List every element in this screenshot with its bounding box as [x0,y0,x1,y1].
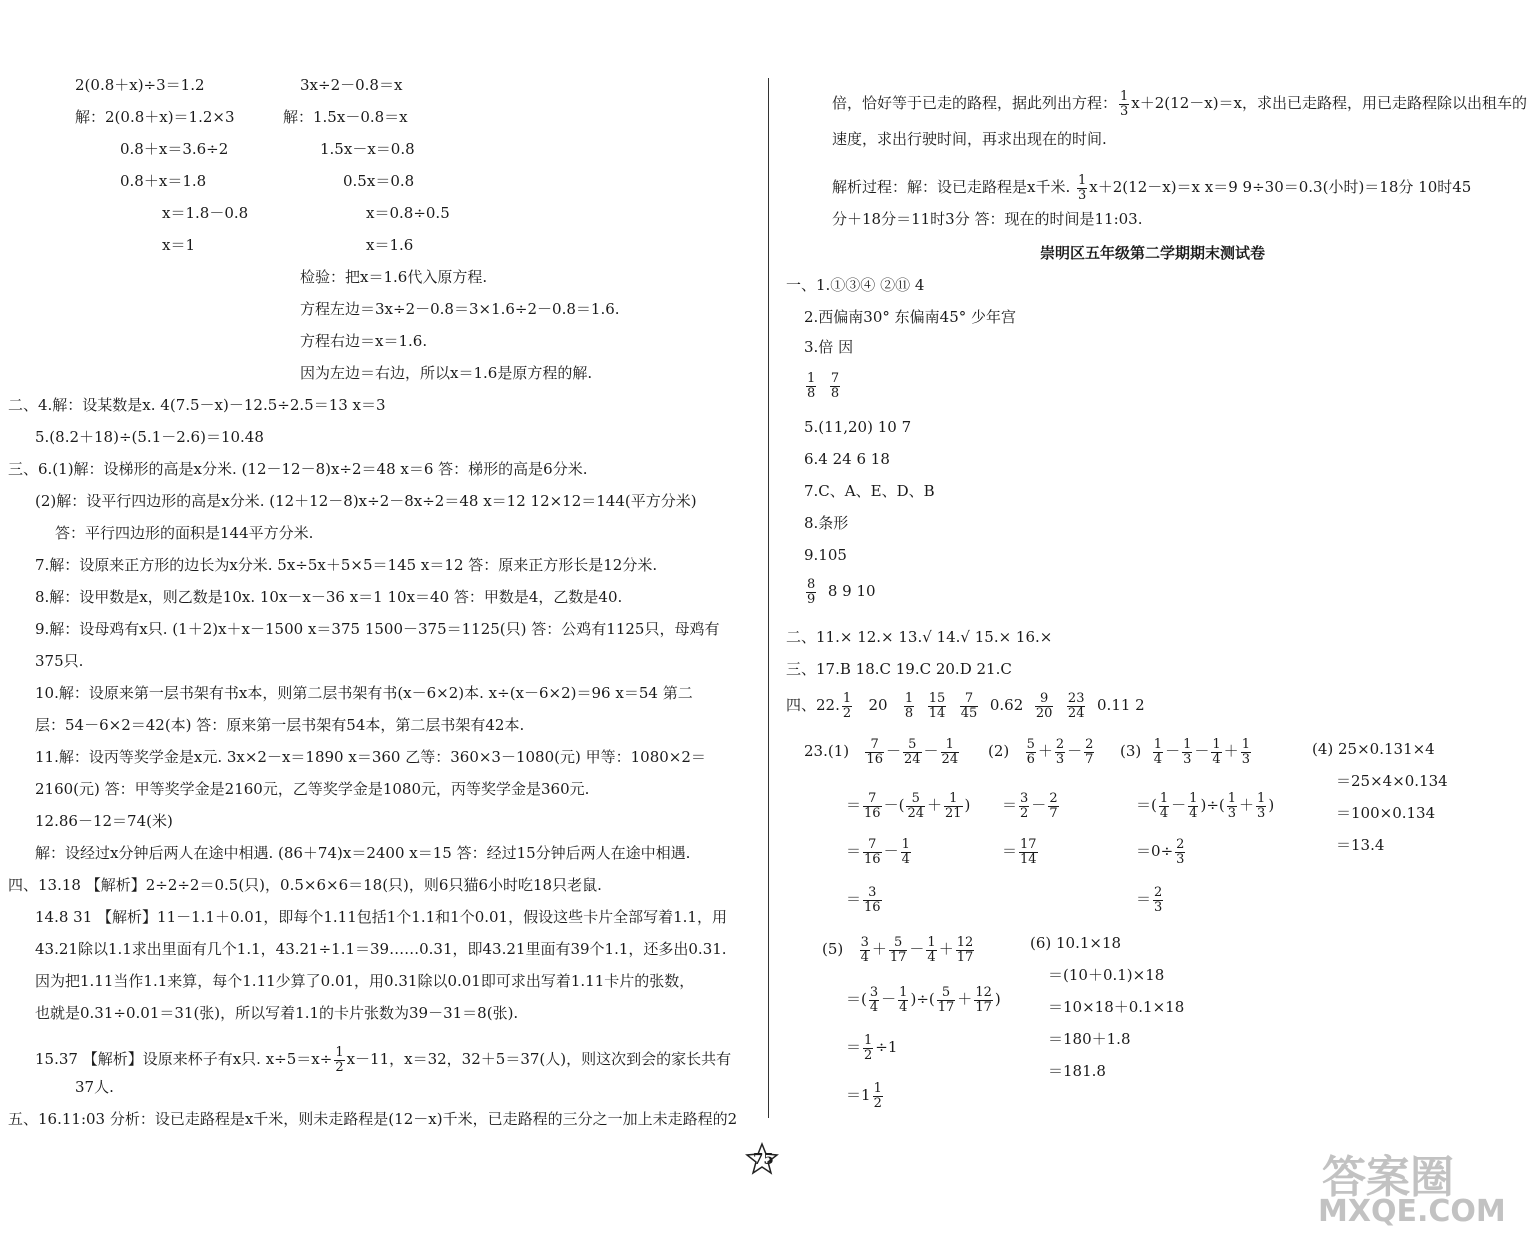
text-line [1136,886,1165,914]
denominator: 4 [1212,751,1221,767]
text-segment: 15.37 【解析】设原来杯子有x只. x÷5＝x÷ [35,1050,333,1069]
text-line: 五、16.11:03 分析：设已走路程是x千米，则未走路程是(12－x)千米，已走路程的三分之一加上未走路程的2 [8,1110,738,1128]
text-line: ＝180＋1.8 [1048,1030,1131,1048]
operator: ( [898,796,905,815]
text-line: 6.4 24 6 18 [804,450,890,468]
text-line [786,692,1145,720]
denominator: 3 [1227,805,1237,821]
numerator: 1 [1257,791,1266,806]
numerator: 17 [1020,837,1037,852]
text-line: 检验：把x＝1.6代入原方程. [300,268,488,286]
text-line [1002,792,1061,820]
text-line: 43.21除以1.1求出里面有几个1.1，43.21÷1.1＝39……0.31，即43.21里面有39个1.1，还多出0.31. [35,940,727,958]
denominator: 9 [807,591,816,607]
denominator: 16 [864,899,881,915]
operator: － [1031,796,1047,815]
fraction [1153,886,1163,914]
column-divider [768,78,769,1118]
fraction [1026,738,1036,766]
operator: ) [1268,796,1275,815]
text-line: x＝1.8－0.8 [162,204,249,222]
text-line [832,90,1527,118]
fraction [1048,792,1058,820]
fraction [806,372,816,400]
operator: ＝ [846,1038,862,1057]
fraction [863,792,882,820]
fraction [1084,738,1094,766]
numerator: 2 [1085,737,1094,752]
text-segment: 23.(1) [804,742,850,761]
text-line: 8.解：设甲数是x，则乙数是10x. 10x－x－36 x＝1 10x＝40 答：甲数是4，乙数是40. [35,588,623,606]
operator: ＝ [846,1086,862,1105]
numerator: 7 [863,838,882,853]
denominator: 16 [866,751,883,767]
text-line: 答：平行四边形的面积是144平方分米. [55,524,314,542]
numerator: 8 [807,577,816,592]
denominator: 4 [1153,751,1163,767]
numerator: 5 [889,936,908,951]
text-line [1136,838,1187,866]
text-line [804,578,876,606]
denominator: 4 [860,949,869,965]
numerator: 3 [869,985,879,1000]
denominator: 8 [904,705,914,721]
numerator: 1 [904,691,914,706]
denominator: 16 [864,805,881,821]
numerator: 3 [860,935,869,950]
operator: ÷1 [875,1038,898,1057]
numerator: 1 [1241,737,1250,752]
numerator: 5 [1026,737,1035,752]
numerator: 5 [906,792,925,807]
text-line [846,1034,897,1062]
denominator: 2 [873,1095,882,1111]
text-line: ＝(10＋0.1)×18 [1048,966,1165,984]
numerator: 12 [956,935,974,950]
operator: ÷ [1206,796,1219,815]
operator: － [1171,796,1187,815]
operator: ＝ [846,990,862,1009]
operator: ) [910,990,917,1009]
denominator: 3 [1055,751,1065,767]
operator: ＋ [926,796,942,815]
numerator: 1 [1183,737,1192,752]
text-line [846,1082,885,1110]
text-line [988,738,1096,766]
operator: 0 [1151,842,1161,861]
text-line: 12.86－12＝74(米) [35,812,173,830]
text-segment: x－11，x＝32，32＋5＝37(人)，则这次到会的家长共有 [346,1050,732,1069]
denominator: 14 [928,705,946,721]
fraction [1067,692,1086,720]
operator: － [883,842,899,861]
text-line: 37人. [75,1078,114,1096]
operator: － [923,742,939,761]
denominator: 45 [960,705,978,721]
operator: ( [1218,796,1225,815]
text-line: 375只. [35,652,84,670]
fraction [1077,174,1087,202]
denominator: 4 [901,851,910,867]
numerator: 23 [1067,691,1085,706]
operator: ＝ [1136,890,1152,909]
text-line [804,372,842,400]
numerator: 12 [975,985,992,1000]
text-segment: (2) [988,742,1010,761]
fraction [960,692,979,720]
fraction [1256,792,1266,820]
denominator: 7 [1085,751,1094,767]
text-line: 一、1.①③④ ②⑪ 4 [786,276,925,294]
numerator: 7 [863,792,882,807]
text-line: 10.解：设原来第一层书架有书x本，则第二层书架有书(x－6×2)本. x÷(x－6×2)＝96 x＝54 第二 [35,684,693,702]
numerator: 1 [1212,737,1221,752]
operator: ＋ [1223,742,1239,761]
denominator: 17 [937,999,955,1015]
fraction [974,986,993,1014]
numerator: 1 [1120,89,1129,104]
text-segment: 四、22. [786,696,840,715]
watermark-url: MXQE.COM [1318,1194,1506,1229]
denominator: 17 [889,949,907,965]
fraction [830,372,840,400]
denominator: 24 [907,805,924,821]
fraction [860,936,870,964]
numerator: 1 [901,837,910,852]
fraction [926,936,936,964]
denominator: 20 [1035,705,1053,721]
numerator: 1 [864,1033,873,1048]
numerator: 9 [1035,692,1054,707]
text-line: 2.西偏南30° 东偏南45° 少年宫 [804,308,1017,326]
text-line [1136,792,1274,820]
text-line: 2160(元) 答：甲等奖学金是2160元，乙等奖学金是1080元，丙等奖学金是360元. [35,780,590,798]
text-segment: x＋2(12－x)＝x x＝9 9÷30＝0.3(小时)＝18分 10时45 [1089,178,1472,197]
fraction [904,692,914,720]
fraction [842,692,852,720]
text-line: ＝100×0.134 [1336,804,1436,822]
fraction [1188,792,1198,820]
denominator: 7 [1049,805,1058,821]
operator: ＝ [1136,796,1152,815]
operator: － [1067,742,1083,761]
fraction [1241,738,1251,766]
text-line: ＝181.8 [1048,1062,1106,1080]
text-segment: 8 9 10 [827,582,876,601]
denominator: 4 [899,999,908,1015]
fraction [1035,692,1054,720]
denominator: 3 [1176,851,1185,867]
text-line: (2)解：设平行四边形的高是x分米. (12＋12－8)x÷2－8x÷2＝48 x＝12 12×12＝144(平方分米) [35,492,697,510]
fraction [863,838,882,866]
text-line: x＝1.6 [366,236,414,254]
fraction [1153,738,1163,766]
text-segment: 0.11 2 [1097,696,1145,715]
text-line: 解：2(0.8＋x)＝1.2×3 [75,108,235,126]
text-line [804,738,961,766]
fraction [1227,792,1237,820]
fraction [956,936,975,964]
numerator: 1 [1159,791,1169,806]
text-line: 0.8＋x＝3.6÷2 [120,140,229,158]
fraction [1175,838,1185,866]
operator: － [881,990,897,1009]
operator: － [885,742,901,761]
operator: ( [861,990,867,1009]
operator: 1 [861,1086,871,1105]
denominator: 2 [335,1059,344,1075]
numerator: 5 [937,986,956,1001]
denominator: 17 [956,949,974,965]
fraction [889,936,908,964]
operator: ( [1151,796,1157,815]
text-line: ＝10×18＋0.1×18 [1048,998,1185,1016]
fraction [806,578,816,606]
denominator: 3 [1120,103,1129,119]
text-segment: 解析过程：解：设已走路程是x千米. [832,178,1071,197]
text-line: x＝1 [162,236,196,254]
fraction [898,986,908,1014]
text-line: 因为把1.11当作1.1来算，每个1.11少算了0.01，用0.31除以0.01即可求出写着1.11卡片的张数， [35,972,695,990]
denominator: 3 [1257,805,1266,821]
fraction [863,886,882,914]
denominator: 24 [903,751,921,767]
text-line: 0.5x＝0.8 [343,172,415,190]
text-segment: (5) [822,940,844,959]
denominator: 17 [975,999,992,1015]
numerator: 1 [941,738,960,753]
fraction [1211,738,1221,766]
text-line: 分＋18分＝11时3分 答：现在的时间是11:03. [832,210,1143,228]
operator: ＝ [846,842,862,861]
operator: ) [1200,796,1207,815]
fraction [937,986,956,1014]
denominator: 2 [1020,805,1029,821]
denominator: 4 [927,949,936,965]
operator: ÷ [916,990,929,1009]
watermark-logo: 答案圈 [1322,1152,1454,1203]
numerator: 2 [1154,885,1163,900]
text-segment: 倍，恰好等于已走的路程，据此列出方程： [832,94,1118,113]
operator: ＋ [1037,742,1053,761]
text-line: 层：54－6×2＝42(本) 答：原来第一层书架有54本，第二层书架有42本. [35,716,525,734]
fraction [941,738,960,766]
denominator: 24 [941,751,959,767]
fraction [1019,838,1038,866]
numerator: 5 [903,738,922,753]
denominator: 14 [1020,851,1037,867]
fraction [873,1082,883,1110]
text-line: 7.解：设原来正方形的边长为x分米. 5x÷5x＋5×5＝145 x＝12 答：原来正方形长是12分米. [35,556,658,574]
numerator: 3 [1020,791,1029,806]
text-line: 5.(11,20) 10 7 [804,418,912,436]
text-line: 速度，求出行驶时间，再求出现在的时间. [832,130,1107,148]
text-line: 二、4.解：设某数是x. 4(7.5－x)－12.5÷2.5＝13 x＝3 [8,396,386,414]
fraction [334,1046,344,1074]
denominator: 21 [945,805,962,821]
numerator: 1 [1078,173,1087,188]
text-line: 5.(8.2＋18)÷(5.1－2.6)＝10.48 [35,428,264,446]
text-line: 3.倍 因 [804,338,854,356]
operator: ＋ [1239,796,1255,815]
text-line [832,174,1471,202]
operator: － [909,940,925,959]
operator: ＋ [957,990,973,1009]
text-line [35,1046,731,1074]
text-line: 三、6.(1)解：设梯形的高是x分米. (12－12－8)x÷2＝48 x＝6 答：梯形的高是6分米. [8,460,588,478]
fraction [1182,738,1192,766]
denominator: 3 [1078,187,1087,203]
text-line: 也就是0.31÷0.01＝31(张)，所以写着1.1的卡片张数为39－31＝8(张). [35,1004,519,1022]
fraction [901,838,911,866]
operator: ＋ [938,940,954,959]
text-segment: 20 [868,696,888,715]
text-line: 二、11.× 12.× 13.√ 14.√ 15.× 16.× [786,628,1053,646]
fraction [1019,792,1029,820]
text-line: ＝13.4 [1336,836,1385,854]
numerator: 7 [960,692,979,707]
operator: ＋ [871,940,887,959]
text-line: 8.条形 [804,514,849,532]
numerator: 2 [1049,791,1058,806]
text-line: 2(0.8＋x)÷3＝1.2 [75,76,205,94]
numerator: 1 [1227,791,1237,806]
text-line: 解：设经过x分钟后两人在途中相遇. (86＋74)x＝2400 x＝15 答：经过15分钟后两人在途中相遇. [35,844,691,862]
denominator: 6 [1026,751,1035,767]
denominator: 4 [1159,805,1169,821]
text-line: 方程左边＝3x÷2－0.8＝3×1.6÷2－0.8＝1.6. [300,300,620,318]
text-line [822,936,976,964]
fraction [865,738,884,766]
operator: ＝ [846,796,862,815]
page-number [753,1150,774,1168]
text-segment: (3) [1120,742,1142,761]
section-title: 崇明区五年级第二学期期末测试卷 [1040,244,1266,262]
fraction [944,792,963,820]
text-line: 0.8＋x＝1.8 [120,172,207,190]
denominator: 16 [864,851,881,867]
fraction [1119,90,1129,118]
fraction [928,692,947,720]
operator: ( [928,990,935,1009]
text-line: (6) 10.1×18 [1030,934,1122,952]
text-segment: 0.62 [989,696,1024,715]
numerator: 1 [944,792,963,807]
numerator: 7 [830,371,840,386]
text-line [1120,738,1253,766]
numerator: 1 [899,985,908,1000]
denominator: 3 [1154,899,1163,915]
text-line: 四、13.18 【解析】2÷2÷2＝0.5(只)，0.5×6×6＝18(只)，则6只猫6小时吃18只老鼠. [8,876,602,894]
text-line [846,792,970,820]
numerator: 3 [863,886,882,901]
numerator: 7 [865,738,884,753]
text-line: 7.C、A、E、D、B [804,482,935,500]
text-line [846,886,884,914]
text-line: ＝25×4×0.134 [1336,772,1448,790]
text-line [846,986,1001,1014]
operator: ) [994,990,1001,1009]
text-line: 因为左边＝右边，所以x＝1.6是原方程的解. [300,364,593,382]
operator: ＝ [1002,796,1018,815]
numerator: 1 [807,371,816,386]
operator: ) [964,796,971,815]
numerator: 1 [927,935,936,950]
denominator: 3 [1183,751,1192,767]
operator: ＝ [1002,842,1018,861]
numerator: 1 [335,1045,344,1060]
denominator: 2 [842,705,852,721]
page-number-text: 75 [753,1150,774,1168]
operator: ÷ [1160,842,1174,861]
operator: ＝ [846,890,862,909]
denominator: 8 [807,385,816,401]
numerator: 1 [1189,791,1198,806]
text-line: 9.解：设母鸡有x只. (1＋2)x＋x－1500 x＝375 1500－375＝1125(只) 答：公鸡有1125只，母鸡有 [35,620,720,638]
text-line: 解：1.5x－0.8＝x [283,108,408,126]
text-line: (4) 25×0.131×4 [1312,740,1435,758]
operator: － [1165,742,1181,761]
text-line [846,838,913,866]
text-line: 三、17.B 18.C 19.C 20.D 21.C [786,660,1012,678]
text-line: 14.8 31 【解析】11－1.1＋0.01，即每个1.11包括1个1.1和1个0.01，假设这些卡片全部写着1.1，用 [35,908,727,926]
text-line: 方程右边＝x＝1.6. [300,332,428,350]
numerator: 15 [928,691,946,706]
text-line: 3x÷2－0.8＝x [300,76,403,94]
fraction [906,792,925,820]
operator: ＝ [1136,842,1152,861]
numerator: 2 [1176,837,1185,852]
text-line: 11.解：设丙等奖学金是x元. 3x×2－x＝1890 x＝360 乙等：360×3－1080(元) 甲等：1080×2＝ [35,748,706,766]
operator: － [1194,742,1210,761]
numerator: 1 [842,691,852,706]
fraction [863,1034,873,1062]
operator: － [883,796,899,815]
denominator: 3 [1241,751,1250,767]
numerator: 1 [1153,737,1163,752]
denominator: 24 [1067,705,1085,721]
denominator: 8 [830,385,840,401]
denominator: 4 [1189,805,1198,821]
denominator: 4 [869,999,879,1015]
text-line [1002,838,1040,866]
fraction [903,738,922,766]
fraction [869,986,879,1014]
numerator: 1 [873,1081,882,1096]
fraction [1055,738,1065,766]
text-line: x＝0.8÷0.5 [366,204,450,222]
text-segment: x＋2(12－x)＝x，求出已走路程，用已走路程除以出租车的 [1131,94,1528,113]
text-line: 9.105 [804,546,847,564]
fraction [1159,792,1169,820]
numerator: 2 [1055,737,1065,752]
text-line: 1.5x－x＝0.8 [320,140,415,158]
denominator: 2 [864,1047,873,1063]
